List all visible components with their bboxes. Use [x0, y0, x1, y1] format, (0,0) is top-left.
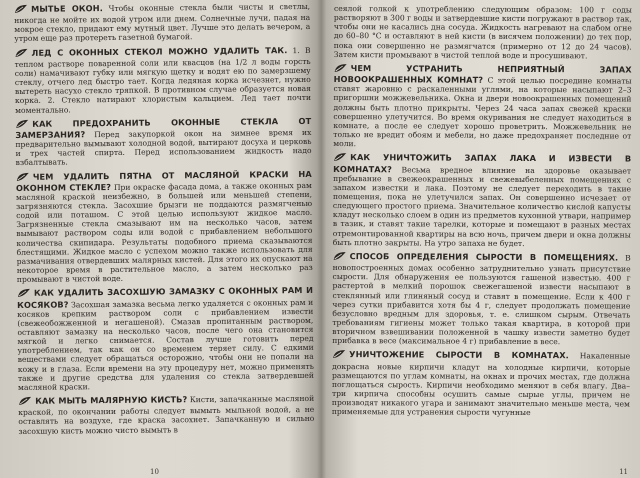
section-heading: ЧЕМ УСТРАНИТЬ НЕПРИЯТНЫЙ ЗАПАХ НОВООКРАШЕННЫХ КОМНАТ? — [333, 63, 632, 85]
section-heading: КАК УДАЛИТЬ ЗАСОХШУЮ ЗАМАЗКУ С ОКОННЫХ РАМ И КОСЯКОВ? — [17, 285, 314, 310]
section-brush-washing — [18, 393, 314, 436]
section-lacquer-smell — [333, 152, 631, 248]
section-heading: КАК УНИЧТОЖИТЬ ЗАПАХ ЛАКА И ИЗВЕСТИ В КОМНАТАХ? — [333, 152, 632, 174]
section-body: Весьма вредное влияние на здоровье оказывает пребывание в свежеокрашенных и свежевыбеленных помещениях с запахом известки и лака. Поэтому не следует переходить в такие помещения, пока не улетучился запах. Он совершенно исчезает от следующего простого приема. Значительное количество кислой капусты кладут несколько слоем в один из предметов кухонной утвари, например в тазик, и ставят такие тарелки, которые и помещают в разных местах отремонтированной квартиры на всю ночь, причем двери и окна должны быть плотно закрыты. На утро запаха не будет. — [332, 164, 632, 248]
section-body: 1. В теплом растворе поваренной соли или квасцов (на 1/2 л воды горсть соли) намачивают губку или мягкую щетку и водят ею по замерзшему стеклу, отчего лед быстро тает. Когда ледяная корка исчезнет, нужно вытереть насухо стекло тряпкой. В противном случае образуется новая корка. 2. Стекло натирают хлористым кальцием. Лед тает почти моментально. — [14, 45, 312, 115]
section-washing-windows — [14, 1, 310, 44]
leaf-ornament-icon — [333, 251, 347, 263]
leaf-ornament-icon — [332, 349, 346, 361]
section-body: Накаленные докрасна новые кирпичи кладут на холодные кирпичи, которые размещаются по углам комнаты, на окнах и прочих местах, где должна поглощаться сырость. Кирпичи необходимо меняют в себя влагу. Два–три кирпича способны осушить самые сырые углы, причем не производят никакого угара и занимают значительно меньше места, чем применяемые для устранения сырости чугунные — [331, 351, 631, 418]
section-body: С этой целью посредине комнаты ставят жаровню с раскаленными углями, на которые насыпают 2–3 пригоршни можжевельника. Окна и двери новоокрашенных помещений должны быть плотно прикрыты. Через 24 часа запах свежей краски совершенно улетучится. Во время окуривания не следует находиться в комнате, а после ее следует хорошо проветрить. Можжевельник не только не вредит обоям и мебели, но даже предохраняет последние от моли. — [333, 75, 632, 149]
continued-text: сеялой голкой к употреблению следующим образом: 100 г соды растворяют в 300 г воды и затвердевшие кисти погружают в раствор так, чтобы они не касались дна сосуда. Жидкость нагревают на слабом огне до 60–80 °С и оставляют в ней кисти (в висячем положении) до тех пор, пока они совершенно не размягчатся (примерно от 12 до 24 часов). Затем кисти промывают в чистой теплой воде и просушивают. — [333, 4, 632, 61]
section-heading: МЫТЬЕ ОКОН. — [30, 3, 103, 14]
page-number: 11 — [619, 468, 628, 476]
leaf-ornament-icon — [14, 47, 28, 59]
section-body: Засохшая замазка весьма легко удаляется с оконных рам и косяков крепким раствором соли с прибавлением извести (свежеобожженной и негашеной). Смазав пропитанным раствором, оставляют замазку на несколько часов, после чего она становится мягкой и легко снимается. Состав лучше готовить перед употреблением, так как он со временем теряет силу. С едкими веществами следует обращаться осторожно, чтобы они не попали на кожу и в глаза. Если времени на эту процедуру нет, можно применять также и другие средства для удаления со стекла затвердевшей масляной краски. — [17, 297, 314, 392]
section-heading: ЛЕД С ОКОННЫХ СТЕКОЛ МОЖНО УДАЛИТЬ ТАК. — [31, 44, 288, 58]
section-body: Перед закупоркой окон на зимнее время их предварительно вымывают холодной водой, вытирают досуха и церковь и трех частей спирта. Перед использованием жидкость надо взбалтывать. — [15, 127, 312, 168]
right-page — [322, 0, 640, 478]
section-ice-removal — [14, 45, 311, 115]
right-column — [332, 4, 632, 422]
section-heading: УНИЧТОЖЕНИЕ СЫРОСТИ В КОМНАТАХ. — [349, 349, 569, 361]
section-body: При окраске фасада дома, а также оконных рам масляной краской неизбежно, в большей или меньшей степени, загрязняются стекла. Засохшие брызги не поддаются размягченью содой или поташом. С этой целью используют жидкое масло. Загрязненные стекла смазывают им на несколько часов, затем вымывают раствором соды или водой с прибавлением небольшого количества скипидара. Результаты подобного приема сказываются блестящими. Жидкое масло с успехом можно также использовать для размачивания отвердевших малярных кистей. Для этого их опускают на некоторое время в растительное масло, а затем несколько раз промывают в чистой воде. — [15, 180, 313, 285]
section-body: Чтобы оконные стекла были чисты и светлы, никогда не мойте их водой утром или днем. Солнечные лучи, падая на мокрое стекло, придают ему мутный цвет. Лучше это делать вечером, а утром еще раз протереть газетной бумагой. — [14, 1, 311, 44]
left-column — [14, 1, 315, 440]
section-paint-smell — [333, 63, 631, 150]
section-prevent-freezing — [15, 116, 311, 168]
section-heading: КАК МЫТЬ МАЛЯРНУЮ КИСТЬ? — [35, 394, 188, 406]
section-body: Кисти, запачканные масляной краской, по окончании работы следует вымыть мыльной водой, а не оставлять на воздухе, где краска засохнет. Запачканную и сильно засохшую кисть можно чисто вымыть в — [18, 393, 315, 436]
section-paint-stains — [16, 168, 313, 284]
section-heading: СПОСОБ ОПРЕДЕЛЕНИЯ СЫРОСТИ В ПОМЕЩЕНИЯХ. — [349, 250, 619, 263]
section-dampness-removal — [332, 349, 630, 418]
section-dampness-detection — [332, 251, 630, 347]
section-heading: КАК ПРЕДОХРАНИТЬ ОКОННЫЕ СТЕКЛА ОТ ЗАМЕРЗАНИЯ? — [15, 115, 312, 140]
left-page — [0, 0, 318, 478]
leaf-ornament-icon — [18, 396, 32, 408]
page-number: 10 — [150, 468, 159, 476]
section-heading: ЧЕМ УДАЛИТЬ ПЯТНА ОТ МАСЛЯНОЙ КРАСКИ НА ОКОННОМ СТЕКЛЕ? — [15, 168, 312, 193]
leaf-ornament-icon — [14, 4, 28, 16]
section-putty-removal — [17, 285, 314, 392]
section-body: В новопостроенных домах особенно затруднительно узнать присутствие сырости. Для обнаружения ее пользуются гашеной известью. 400 г растертой в мелкий порошок свежегашеной извести насыпают в стеклянный или глиняный сосуд и ставят в помещение. Если к 400 г через сутки прибавится хотя бы 4 г, следует продолжать помещение безусловно вредным для здоровья, т. е. слишком сырым. Отвечать требованиям гигиены может только такая квартира, в которой при вторичном взвешивании положенной в чашку извести заметно будет прибавка в весе (максимальное 4 г) прибавление в весе. — [332, 253, 631, 347]
